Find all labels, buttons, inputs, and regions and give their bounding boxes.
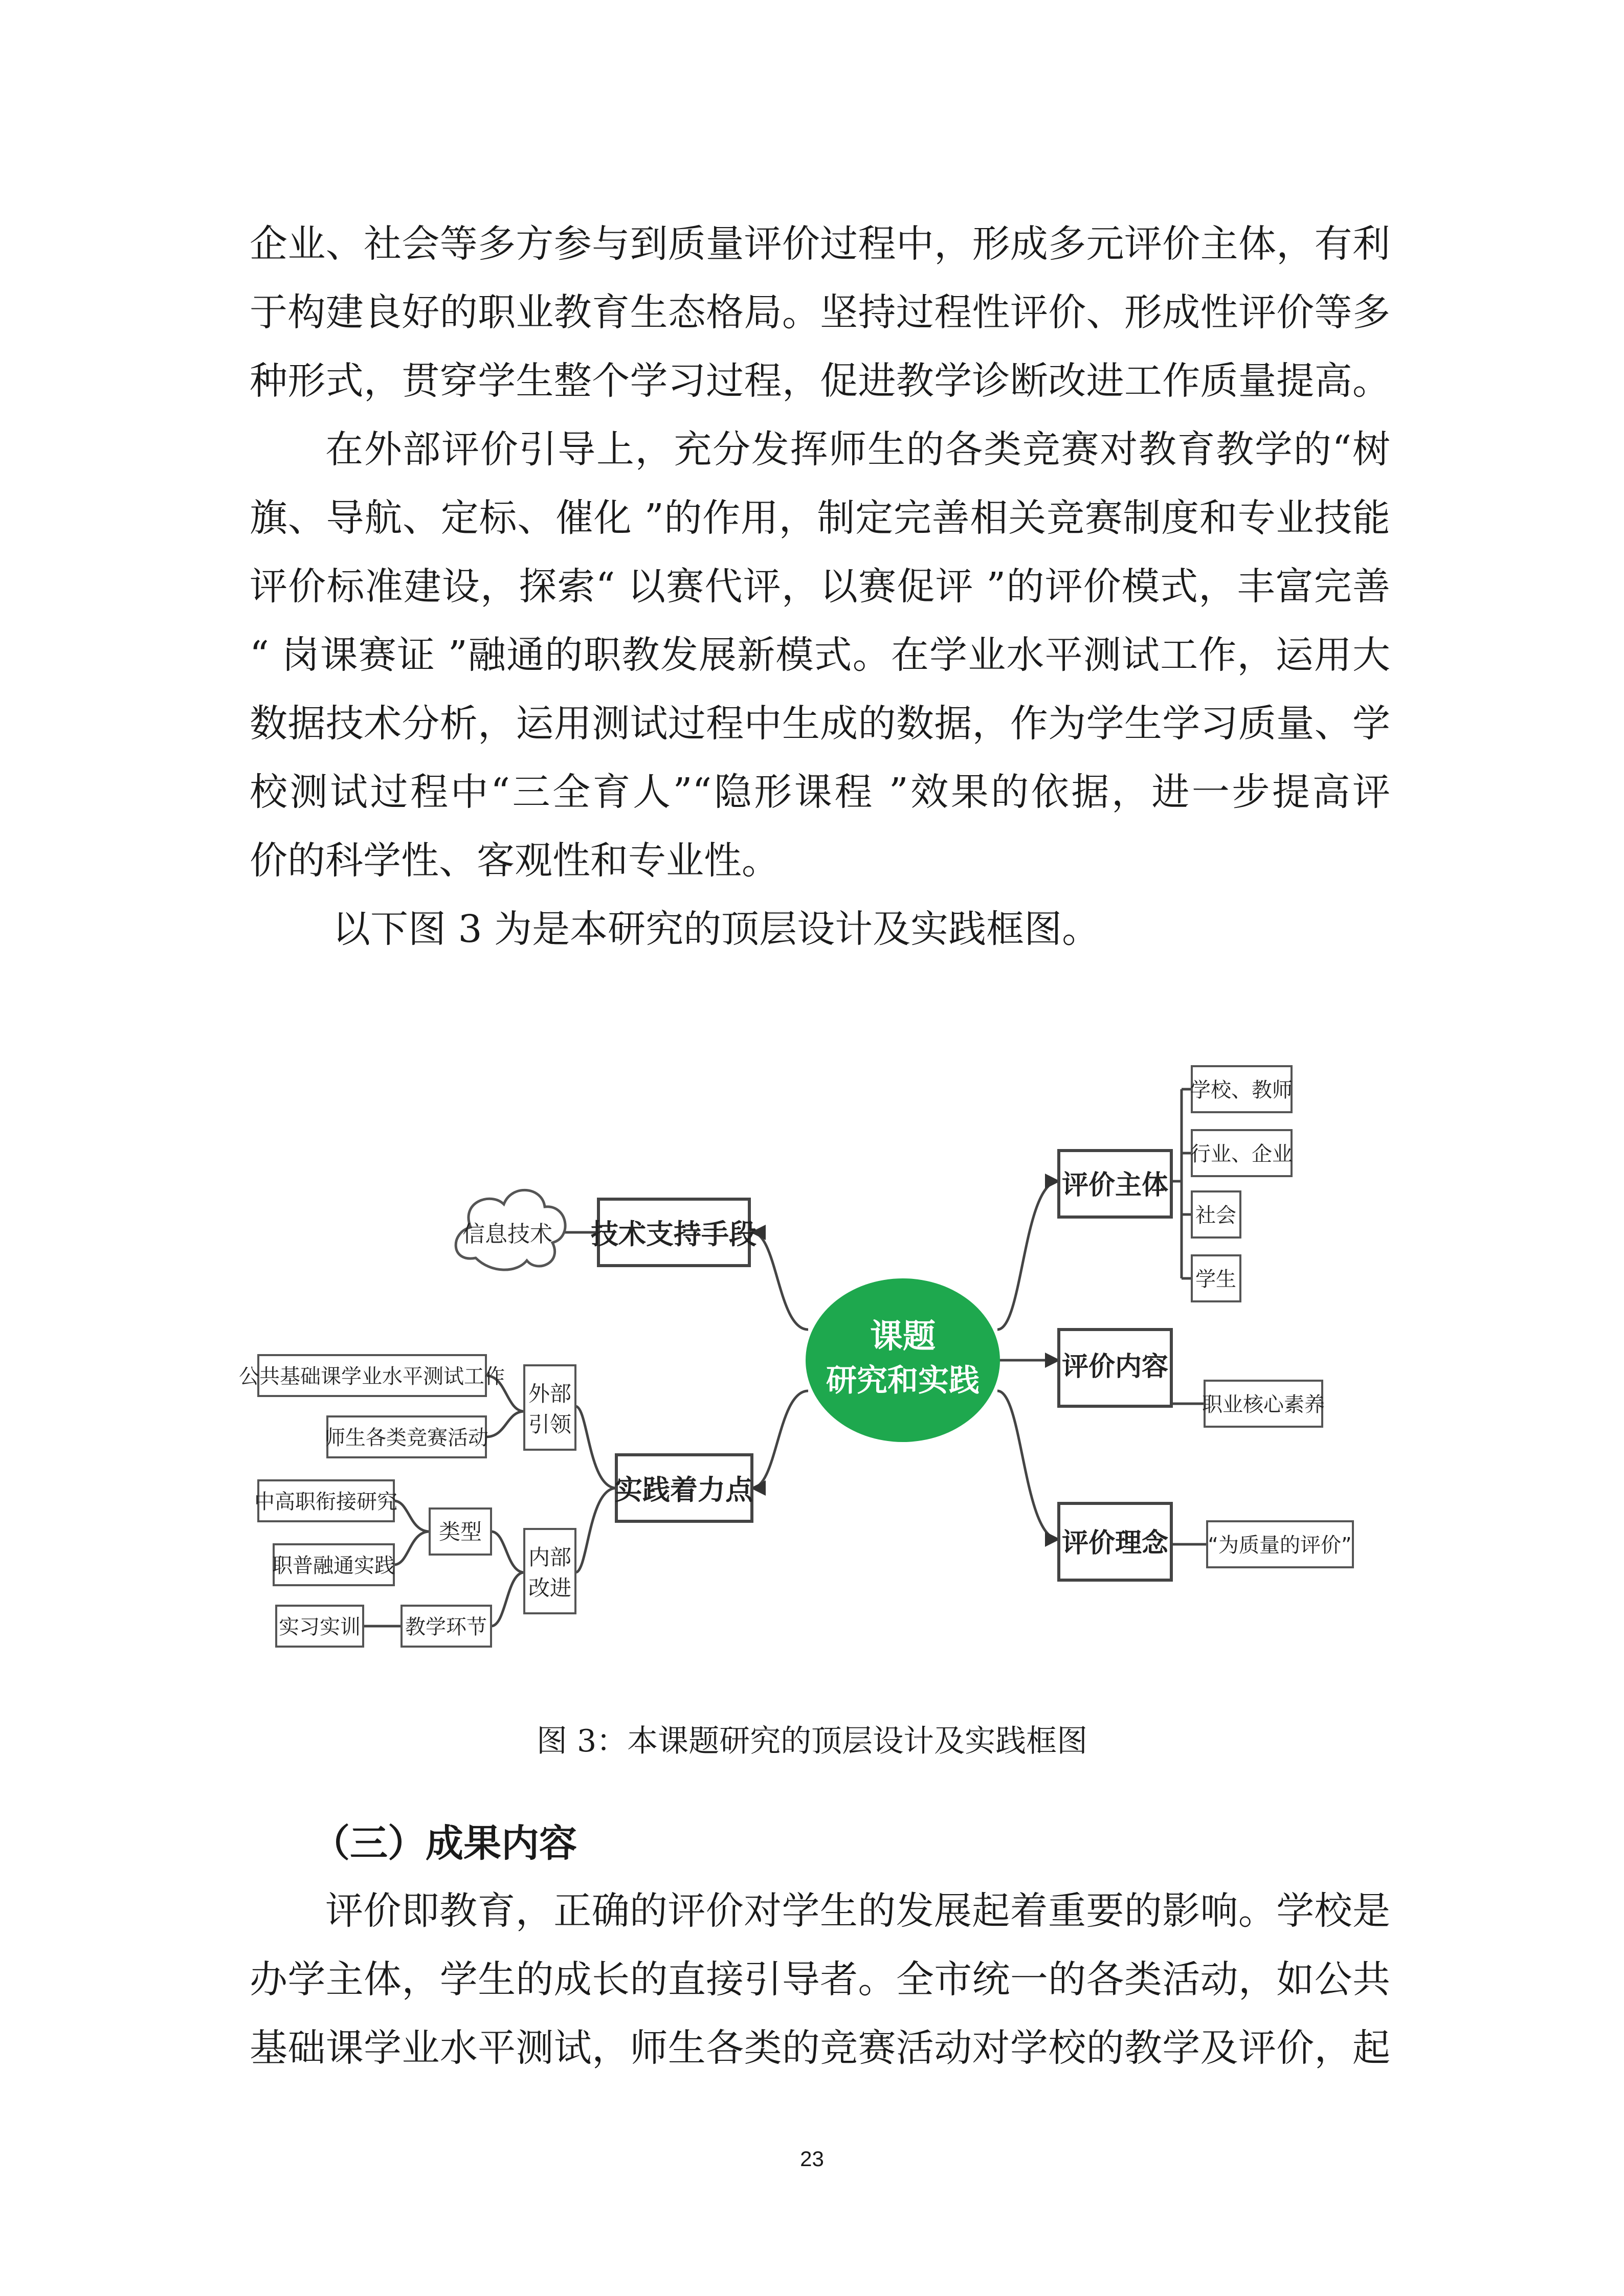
paragraph-4-line-3: 基础课学业水平测试，师生各类的竞赛活动对学校的教学及评价，起 xyxy=(250,2026,1390,2070)
stage-item: 实习实训 xyxy=(279,1615,361,1639)
type-item-2: 职普融通实践 xyxy=(272,1554,395,1578)
ext-item-test: 公共基础课学业水平测试工作 xyxy=(239,1365,505,1388)
paragraph-1-line-1: 企业、社会等多方参与到质量评价过程中，形成多元评价主体，有利 xyxy=(250,222,1390,266)
cloud-label: 信息技术 xyxy=(462,1221,552,1247)
paragraph-2-line-5: 数据技术分析，运用测试过程中生成的数据，作为学生学习质量、学 xyxy=(250,702,1390,746)
external-label-2: 引领 xyxy=(528,1412,572,1437)
external-label-1: 外部 xyxy=(528,1381,572,1406)
paragraph-1-line-3: 种形式，贯穿学生整个学习过程，促进教学诊断改进工作质量提高。 xyxy=(250,359,1390,403)
subject-item-4: 学生 xyxy=(1195,1268,1236,1291)
paragraph-2-line-1: 在外部评价引导上，充分发挥师生的各类竞赛对教育教学的“树 xyxy=(325,427,1390,471)
paragraph-4-line-1: 评价即教育，正确的评价对学生的发展起着重要的影响。学校是 xyxy=(325,1889,1390,1933)
subject-item-2: 行业、企业 xyxy=(1190,1142,1293,1166)
section-heading: （三）成果内容 xyxy=(312,1821,577,1865)
content-box: 评价内容 xyxy=(1061,1352,1169,1382)
idea-item: “为质量的评价” xyxy=(1208,1534,1352,1557)
paragraph-2-line-2: 旗、导航、定标、催化 ”的作用，制定完善相关竞赛制度和专业技能 xyxy=(250,496,1390,540)
type-item-1: 中高职衔接研究 xyxy=(254,1490,397,1514)
type-label: 类型 xyxy=(438,1519,482,1544)
center-title-line-1: 课题 xyxy=(870,1318,936,1356)
content-item: 职业核心素养 xyxy=(1202,1393,1325,1416)
internal-label-1: 内部 xyxy=(528,1545,572,1570)
center-title-line-2: 研究和实践 xyxy=(826,1363,980,1399)
subject-box: 评价主体 xyxy=(1061,1170,1169,1201)
tech-support-box: 技术支持手段 xyxy=(591,1218,757,1250)
paragraph-2-line-6: 校测试过程中“三全育人”“隐形课程 ”效果的依据，进一步提高评 xyxy=(250,770,1390,814)
internal-label-2: 改进 xyxy=(528,1575,572,1601)
paragraph-4-line-2: 办学主体，学生的成长的直接引导者。全市统一的各类活动，如公共 xyxy=(250,1957,1390,2001)
page-number: 23 xyxy=(800,2147,824,2171)
idea-box: 评价理念 xyxy=(1061,1528,1169,1559)
paragraph-1-line-2: 于构建良好的职业教育生态格局。坚持过程性评价、形成性评价等多 xyxy=(250,290,1390,334)
paragraph-2-line-7: 价的科学性、客观性和专业性。 xyxy=(250,839,780,883)
figure-caption: 图 3：本课题研究的顶层设计及实践框图 xyxy=(536,1723,1088,1759)
practice-box: 实践着力点 xyxy=(615,1474,753,1506)
paragraph-2-line-4: “ 岗课赛证 ”融通的职教发展新模式。在学业水平测试工作，运用大 xyxy=(250,633,1390,677)
subject-item-3: 社会 xyxy=(1195,1204,1236,1227)
stage-label: 教学环节 xyxy=(405,1615,487,1639)
figure-intro: 以下图 3 为是本研究的顶层设计及实践框图。 xyxy=(332,907,1100,951)
paragraph-2-line-3: 评价标准建设，探索“ 以赛代评，以赛促评 ”的评价模式，丰富完善 xyxy=(250,565,1390,609)
subject-item-1: 学校、教师 xyxy=(1190,1078,1293,1102)
ext-item-contest: 师生各类竞赛活动 xyxy=(325,1426,488,1450)
